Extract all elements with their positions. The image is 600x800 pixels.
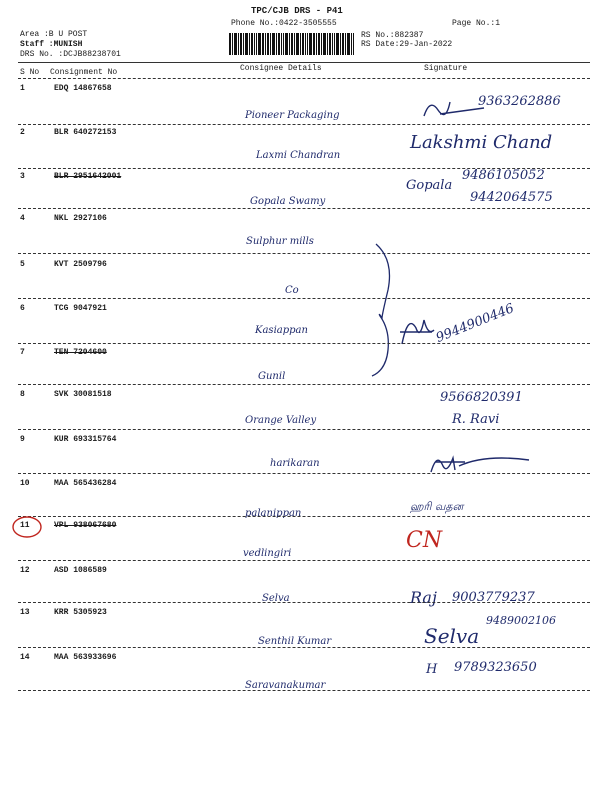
row-divider [18,343,590,344]
barcode [229,33,354,55]
row-consignment: KRR 5305923 [54,608,107,617]
row-consignment: MAA 563933696 [54,653,117,662]
row-consignment: BLR 640272153 [54,128,117,137]
row-divider [18,647,590,648]
row-signature-name: Gopala [406,178,453,193]
drs-number: DRS No. :DCJB88238701 [20,50,121,59]
signature-scribble [394,310,440,352]
row-signature-name: CN [406,528,443,553]
rs-number: RS No.:882387 [361,31,424,40]
row-consignee: Gunil [258,371,286,382]
row-divider [18,429,590,430]
row-consignee: Pioneer Packaging [245,110,340,121]
page-number: Page No.:1 [452,19,501,28]
row-sno: 1 [20,84,25,93]
row-signature-name: ஹரி வதன [410,500,464,513]
row-sno: 8 [20,390,25,399]
row-divider [18,602,590,603]
row-signature-phone: 9566820391 [440,390,523,405]
row-signature-phone: 9363262886 [478,94,561,109]
header-rule-bottom [18,78,590,79]
row-consignee: Gopala Swamy [250,196,326,207]
row-consignment: KUR 693315764 [54,435,117,444]
signature-scribble [420,96,490,122]
row-sno: 12 [20,566,30,575]
phone-number: Phone No.:0422-3505555 [231,19,337,28]
row-divider [18,253,590,254]
row-signature-name: Selva [424,624,480,648]
row-consignment: SVK 30081518 [54,390,112,399]
row-divider [18,298,590,299]
row-consignee: Saravanakumar [245,680,326,691]
row-consignee: harikaran [270,458,320,469]
row-consignee: Senthil Kumar [258,636,332,647]
row-signature-name: R. Ravi [452,412,500,427]
staff-label: Staff :MUNISH [20,40,83,49]
col-sno: S No [20,68,40,77]
row-signature-name: Raj [410,588,437,607]
row-consignment: NKL 2927106 [54,214,107,223]
row-sno: 3 [20,172,25,181]
row-sno: 11 [20,521,30,530]
row-sno: 6 [20,304,25,313]
signature-scribble [425,446,535,476]
row-consignment: TEN 7204600 [54,348,107,357]
row-divider [18,473,590,474]
row-sno: 5 [20,260,25,269]
row-signature-name: Lakshmi Chand [410,132,553,153]
row-consignee: vedlingiri [243,548,292,559]
row-sno: 13 [20,608,30,617]
row-consignee: Laxmi Chandran [256,150,341,161]
row-consignment: EDQ 14867658 [54,84,112,93]
row-signature-phone: 9003779237 [452,590,535,605]
col-consignee: Consignee Details [240,64,322,73]
row-consignment: TCG 9047921 [54,304,107,313]
row-sno: 4 [20,214,25,223]
doc-title: TPC/CJB DRS - P41 [251,6,343,16]
area-label: Area :B U POST [20,30,88,39]
row-sno: 10 [20,479,30,488]
row-sno: 7 [20,348,25,357]
row-sno: 2 [20,128,25,137]
row-consignee: Kasiappan [255,325,308,336]
header-rule-top [18,62,590,63]
row-consignment: ASD 1086589 [54,566,107,575]
row-signature-phone: 9789323650 [454,660,537,675]
row-consignment: MAA 565436284 [54,479,117,488]
row-signature-phone-2: 9442064575 [470,190,553,205]
row-signature-phone: 9489002106 [486,614,556,627]
row-divider [18,690,590,691]
row-signature-name: H [426,662,438,677]
row-consignee: Orange Valley [245,415,317,426]
row-divider [18,124,590,125]
row-divider [18,560,590,561]
row-sno: 14 [20,653,30,662]
row-signature-phone: 9944900446 [434,301,517,346]
col-consignment: Consignment No [50,68,118,77]
col-signature: Signature [424,64,468,73]
row-consignee: Sulphur mills [246,236,314,247]
row-consignment: KVT 2509796 [54,260,107,269]
row-sno: 9 [20,435,25,444]
row-consignee: palanippan [245,508,302,519]
rs-date: RS Date:29-Jan-2022 [361,40,453,49]
row-divider [18,208,590,209]
row-divider [18,384,590,385]
row-divider [18,516,590,517]
row-signature-phone: 9486105052 [462,168,545,183]
row-consignment: BLR 2951642001 [54,172,122,181]
row-consignment: VPL 938067680 [54,521,117,530]
row-consignee: Co [285,285,299,296]
row-consignee: Selva [262,593,290,604]
